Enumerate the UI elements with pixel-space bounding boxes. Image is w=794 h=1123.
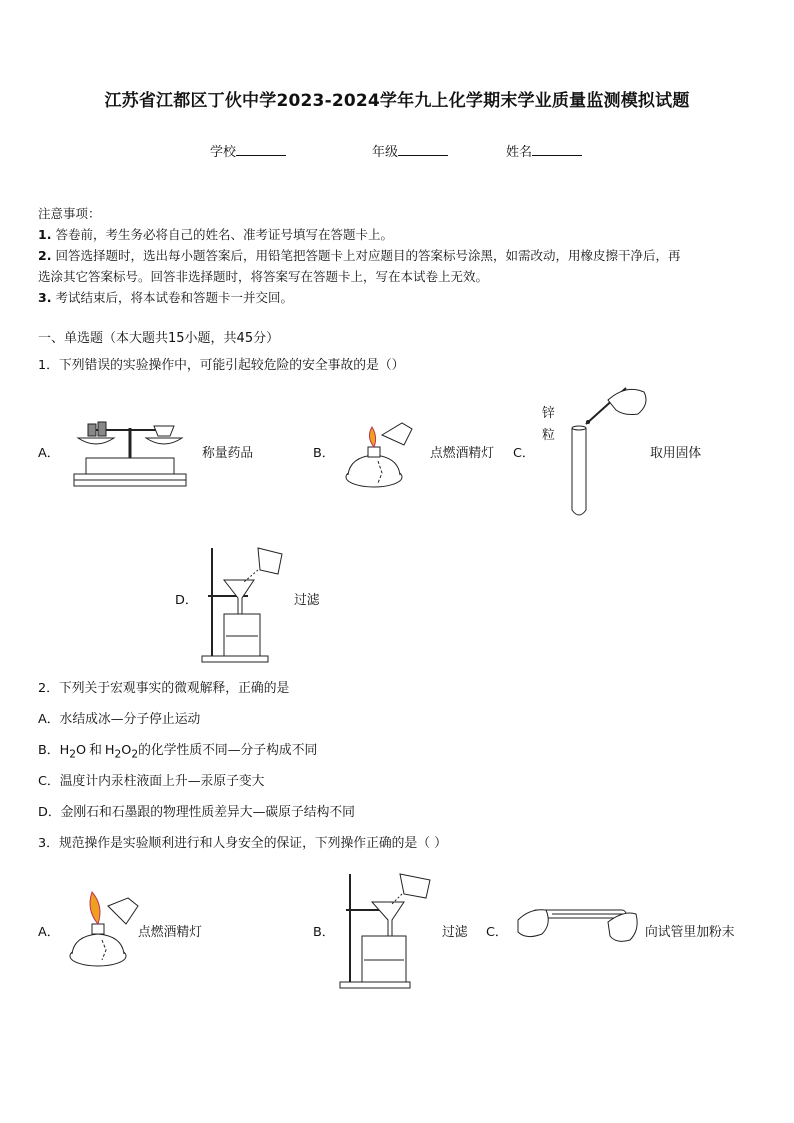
q1-option-a-letter: A． (38, 446, 60, 461)
notes-heading: 注意事项： (38, 206, 101, 221)
school-blank (236, 143, 286, 156)
note-item: 2. 回答选择题时，选出每小题答案后，用铅笔把答题卡上对应题目的答案标号涂黑，如需改动，用橡皮擦干净后，再 (38, 248, 681, 263)
notes (38, 203, 758, 308)
grade-label: 年级 (372, 145, 399, 160)
q2-option-c: C．温度计内汞柱液面上升—汞原子变大 (38, 774, 265, 789)
grade-blank (398, 143, 448, 156)
section-heading: 一、单选题（本大题共15小题，共45分） (38, 331, 280, 346)
alcohol-lamp-illustration (342, 415, 418, 491)
school-label: 学校 (210, 145, 237, 160)
question-2-stem: 2．下列关于宏观事实的微观解释，正确的是 (38, 681, 290, 696)
q3-option-b-caption: 过滤 (442, 925, 468, 940)
q2-option-d: D．金刚石和石墨跟的物理性质差异大—碳原子结构不同 (38, 805, 355, 820)
q3-option-c-letter: C． (486, 925, 508, 940)
q1-option-c-letter: C． (513, 446, 535, 461)
q1-option-c-caption: 取用固体 (650, 446, 702, 461)
balance-illustration (70, 408, 190, 490)
question-3-stem: 3．规范操作是实验顺利进行和人身安全的保证，下列操作正确的是（ ） (38, 836, 447, 851)
name-label: 姓名 (506, 145, 533, 160)
zinc-label-bottom: 粒 (542, 428, 555, 443)
school-field (210, 141, 286, 160)
q3-option-c-caption: 向试管里加粉末 (645, 925, 735, 940)
test-tube-illustration (566, 380, 656, 522)
note-item: 3. 考试结束后，将本试卷和答题卡一并交回。 (38, 290, 293, 305)
q1-option-a-caption: 称量药品 (202, 446, 254, 461)
q1-option-d-caption: 过滤 (294, 593, 320, 608)
name-blank (532, 143, 582, 156)
q2-option-a: A．水结成冰—分子停止运动 (38, 712, 201, 727)
zinc-label-top: 锌 (542, 406, 555, 421)
q3-option-b-letter: B． (313, 925, 335, 940)
note-item: 选涂其它答案标号。回答非选择题时，将答案写在答题卡上，写在本试卷上无效。 (38, 269, 489, 284)
filtration-illustration-2 (336, 868, 440, 990)
page-title: 江苏省江都区丁伙中学2023-2024学年九上化学期末学业质量监测模拟试题 (104, 91, 690, 111)
q1-option-b-caption: 点燃酒精灯 (430, 446, 494, 461)
q3-option-a-letter: A． (38, 925, 60, 940)
name-field (506, 141, 582, 160)
powder-to-test-tube-illustration (512, 896, 642, 956)
q3-option-a-caption: 点燃酒精灯 (138, 925, 202, 940)
note-item: 1. 答卷前，考生务必将自己的姓名、准考证号填写在答题卡上。 (38, 227, 393, 242)
q2-option-b: B．$H_2O$ 和 $H_2O_2$的化学性质不同—分子构成不同 (38, 743, 318, 761)
grade-field (372, 141, 448, 160)
alcohol-lamp-illustration-2 (64, 884, 144, 970)
q1-option-d-letter: D． (175, 593, 198, 608)
filtration-illustration (198, 540, 290, 666)
q1-option-b-letter: B． (313, 446, 335, 461)
question-1-stem: 1．下列错误的实验操作中，可能引起较危险的安全事故的是（） (38, 358, 405, 373)
